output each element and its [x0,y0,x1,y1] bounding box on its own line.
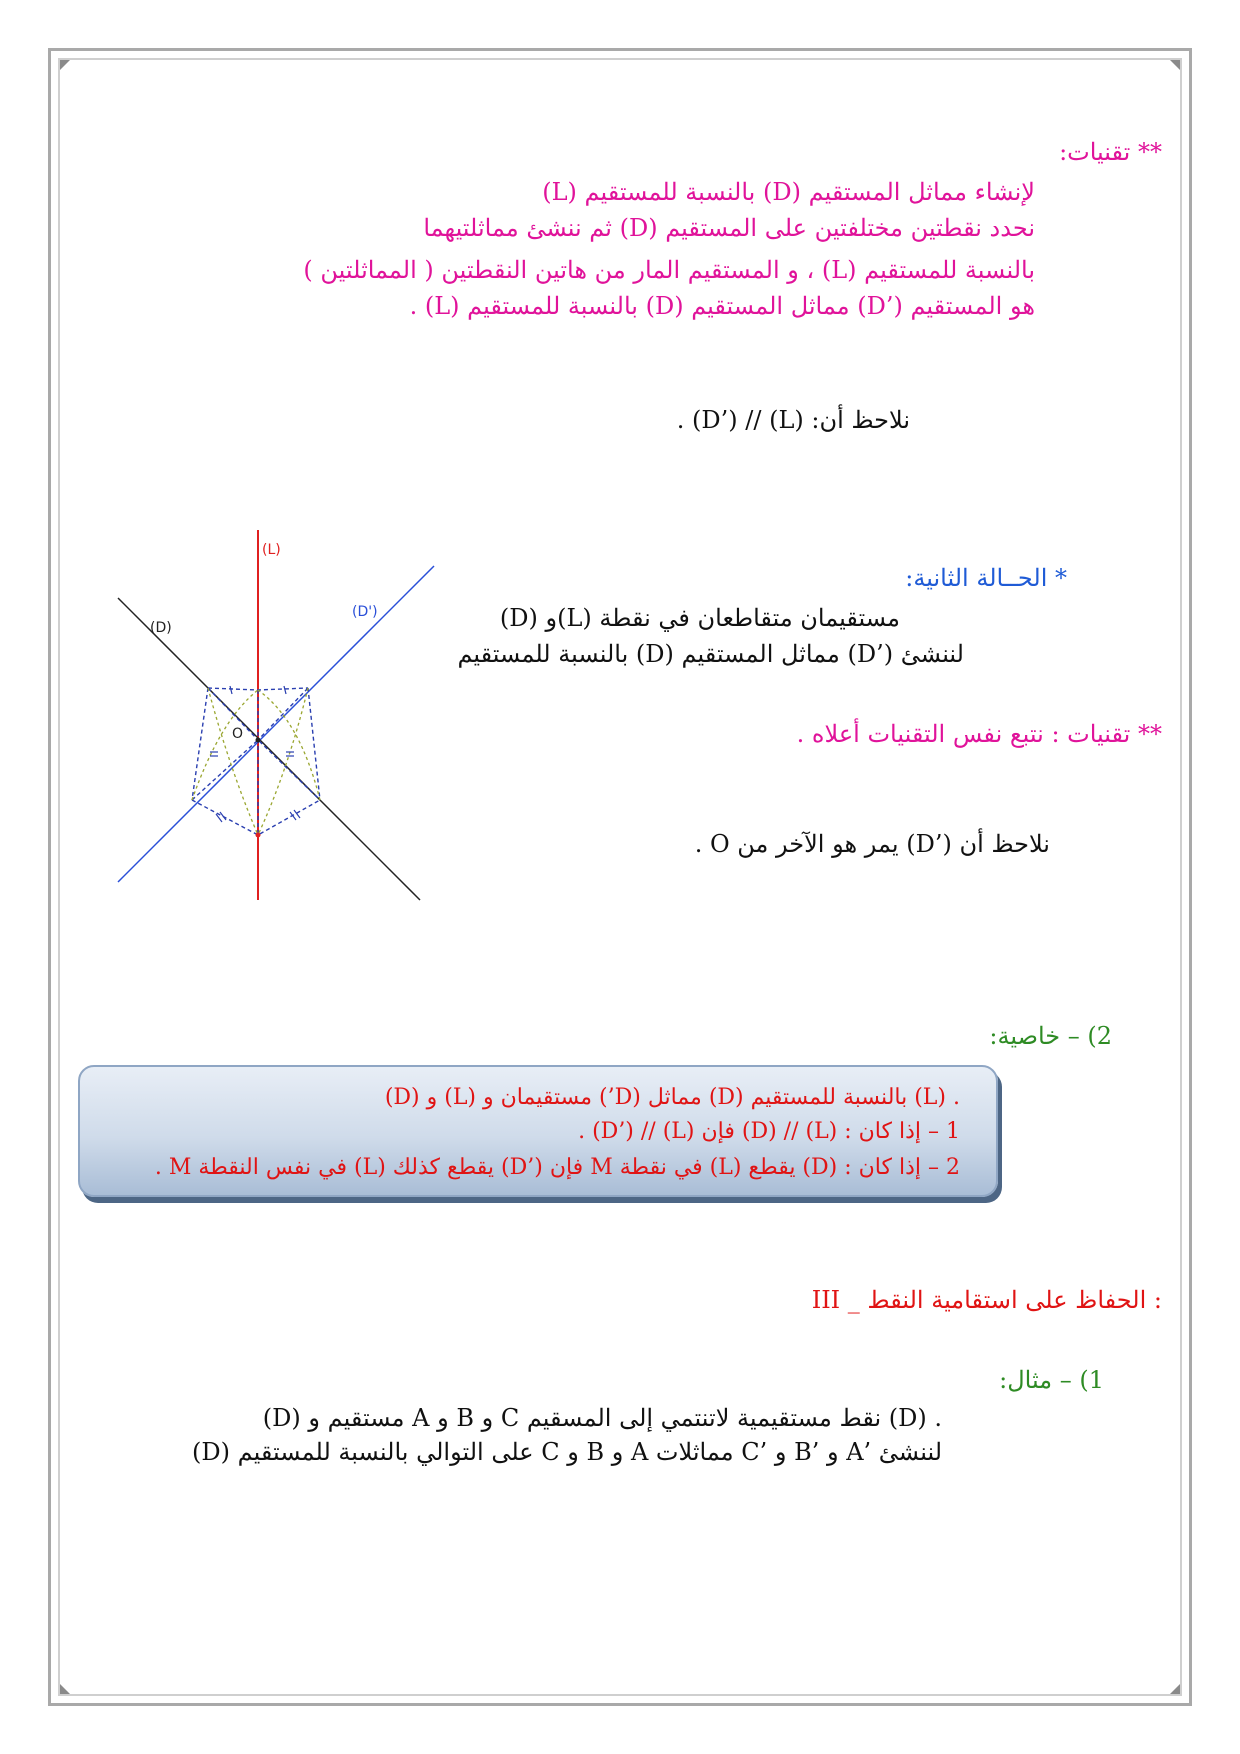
techniques-line: بالنسبة للمستقيم (L) ، و المستقيم المار من هاتين النقطتين ( المماثلتين ) [303,256,1035,284]
observation-parallel: نلاحظ أن: (L) // (’D) . [676,406,910,434]
label-d-prime: (D') [352,604,378,620]
example-line: لننشئ ’A و ’B و ’C مماثلات A و B و C على التوالي بالنسبة للمستقيم (D) [192,1438,942,1466]
corner-ornament [1170,60,1180,70]
construction-arcs [192,688,320,835]
corner-ornament [60,1684,70,1694]
techniques-line: نحدد نقطتين مختلفتين على المستقيم (D) ثم ننشئ مماثلتيهما [423,214,1035,242]
observation-passes-o: نلاحظ أن (’D) يمر هو الآخر من O . [694,830,1050,858]
section3-heading: III _ الحفاظ على استقامية النقط : [811,1286,1162,1314]
property-line: 1 – إذا كان : (L) // (D) فإن (L) // (’D) . [578,1119,960,1144]
techniques2-text: ** تقنيات : نتبع نفس التقنيات أعلاه . [796,720,1162,748]
example-heading: 1) – مثال: [999,1366,1104,1394]
label-o: O [232,726,244,742]
point-marker [256,833,261,838]
label-l: (L) [262,542,281,558]
equal-marks [210,686,300,822]
property-box [78,1065,998,1197]
techniques-line: لإنشاء مماثل المستقيم (D) بالنسبة للمستقيم (L) [542,178,1035,206]
line-d-prime [118,566,434,882]
techniques-heading: ** تقنيات: [1059,138,1162,166]
symmetry-figure [110,530,440,910]
construction-lines [192,688,320,835]
case2-line: (D) و(L) مستقيمان متقاطعان في نقطة [499,604,900,632]
case2-heading: * الحــالة الثانية: [905,564,1067,592]
property-line: (D) و (L) مستقيمان و (’D) مماثل (D) بالنسبة للمستقيم (L) . [384,1085,960,1110]
techniques-line: هو المستقيم (’D) مماثل المستقيم (D) بالنسبة للمستقيم (L) . [409,292,1035,320]
corner-ornament [60,60,70,70]
line-d [118,598,420,900]
corner-ornament [1170,1684,1180,1694]
point-o [256,738,261,743]
label-d: (D) [150,620,172,636]
example-line: (D) مستقيم و A و B و C نقط مستقيمية لاتنتمي إلى المسقيم (D) . [262,1404,942,1432]
case2-line: لننشئ (’D) مماثل المستقيم (D) بالنسبة للمستقيم [457,640,964,668]
property-heading: 2) – خاصية: [989,1022,1112,1050]
property-line: 2 – إذا كان : (D) يقطع (L) في نقطة M فإن (’D) يقطع كذلك (L) في نفس النقطة M . [154,1155,960,1180]
